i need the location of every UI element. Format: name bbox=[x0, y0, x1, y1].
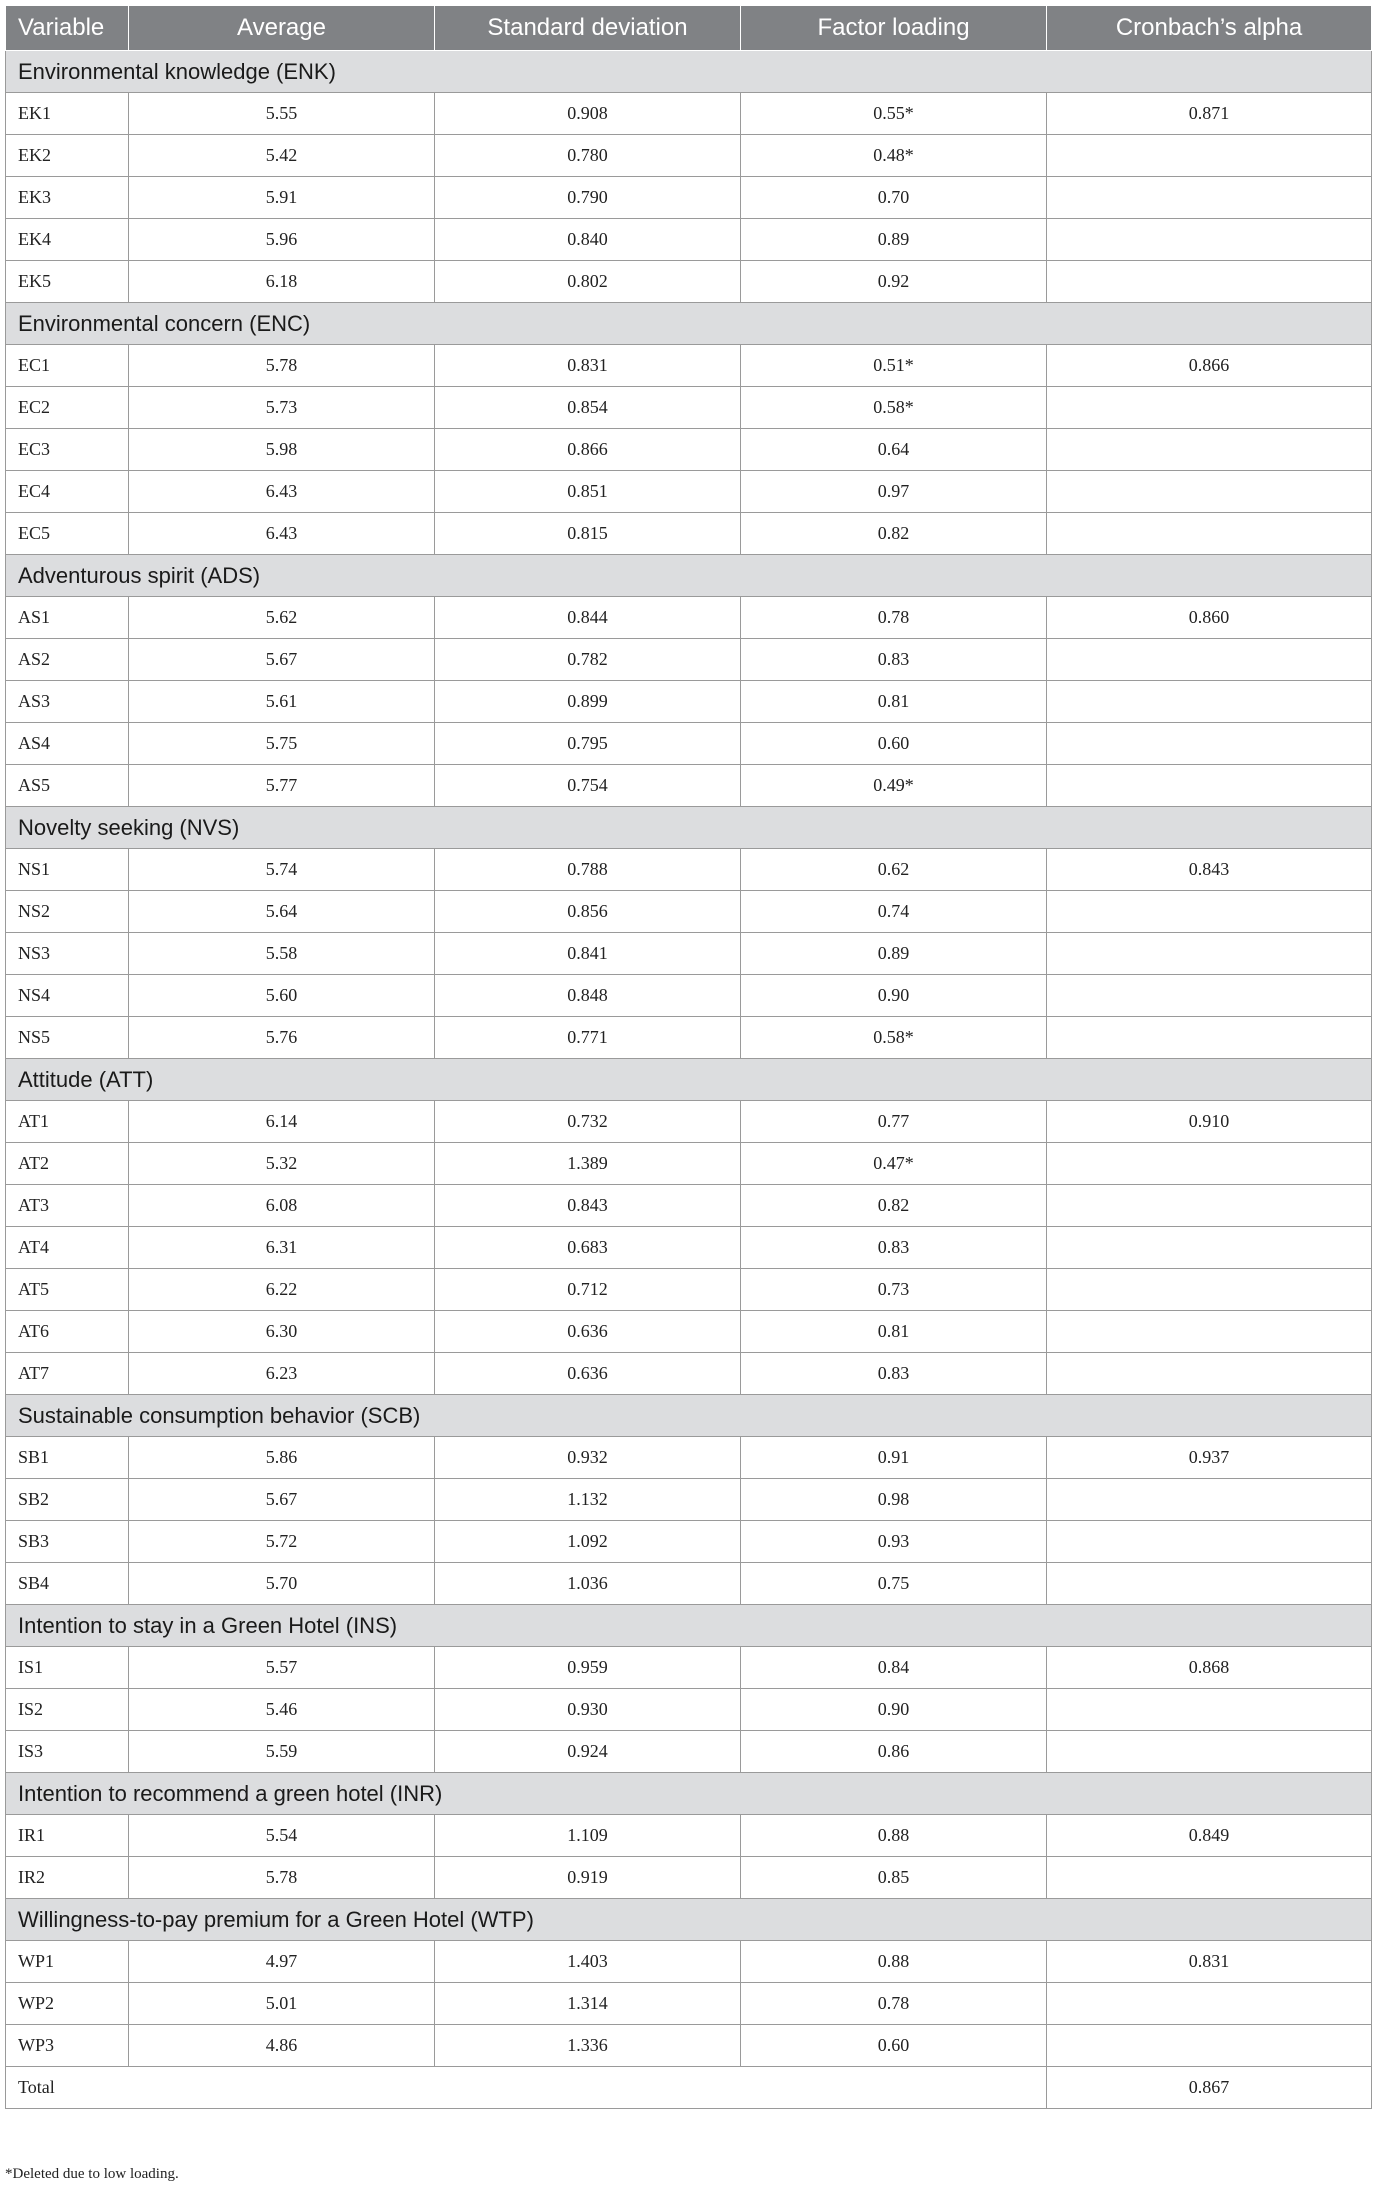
cell-standard-deviation: 0.831 bbox=[435, 345, 741, 387]
cell-factor-loading: 0.85 bbox=[741, 1857, 1047, 1899]
cell-standard-deviation: 0.636 bbox=[435, 1311, 741, 1353]
table-row bbox=[6, 1857, 1372, 1899]
table-row bbox=[6, 1689, 1372, 1731]
cell-cronbach-alpha bbox=[1047, 1143, 1372, 1185]
cell-standard-deviation: 0.848 bbox=[435, 975, 741, 1017]
cell-variable: SB3 bbox=[6, 1521, 129, 1563]
cell-average: 5.59 bbox=[129, 1731, 435, 1773]
table-row bbox=[6, 345, 1372, 387]
cell-average: 5.67 bbox=[129, 1479, 435, 1521]
cell-standard-deviation: 1.403 bbox=[435, 1941, 741, 1983]
cell-variable: AT1 bbox=[6, 1101, 129, 1143]
cell-variable: EK2 bbox=[6, 135, 129, 177]
cell-cronbach-alpha: 0.910 bbox=[1047, 1101, 1372, 1143]
footnote: *Deleted due to low loading. bbox=[5, 2166, 179, 2182]
cell-average: 6.30 bbox=[129, 1311, 435, 1353]
cell-factor-loading: 0.90 bbox=[741, 975, 1047, 1017]
cell-factor-loading: 0.47* bbox=[741, 1143, 1047, 1185]
cell-variable: EK1 bbox=[6, 93, 129, 135]
table-row bbox=[6, 1143, 1372, 1185]
cell-cronbach-alpha bbox=[1047, 681, 1372, 723]
cell-variable: WP1 bbox=[6, 1941, 129, 1983]
cell-factor-loading: 0.73 bbox=[741, 1269, 1047, 1311]
cell-variable: IS1 bbox=[6, 1647, 129, 1689]
group-header-row bbox=[6, 555, 1372, 597]
cell-variable: AS2 bbox=[6, 639, 129, 681]
group-header-row bbox=[6, 1059, 1372, 1101]
cell-standard-deviation: 0.782 bbox=[435, 639, 741, 681]
cell-standard-deviation: 0.959 bbox=[435, 1647, 741, 1689]
cell-average: 6.14 bbox=[129, 1101, 435, 1143]
cell-cronbach-alpha bbox=[1047, 1983, 1372, 2025]
cell-average: 5.86 bbox=[129, 1437, 435, 1479]
cell-average: 5.61 bbox=[129, 681, 435, 723]
table-body bbox=[6, 51, 1372, 2109]
cell-standard-deviation: 0.788 bbox=[435, 849, 741, 891]
cell-variable: AT5 bbox=[6, 1269, 129, 1311]
reliability-table-container bbox=[5, 5, 1371, 2109]
cell-factor-loading: 0.78 bbox=[741, 597, 1047, 639]
table-row bbox=[6, 1731, 1372, 1773]
table-row bbox=[6, 135, 1372, 177]
cell-standard-deviation: 1.109 bbox=[435, 1815, 741, 1857]
cell-standard-deviation: 0.840 bbox=[435, 219, 741, 261]
cell-cronbach-alpha bbox=[1047, 891, 1372, 933]
cell-variable: EC3 bbox=[6, 429, 129, 471]
table-row bbox=[6, 429, 1372, 471]
cell-average: 5.78 bbox=[129, 345, 435, 387]
cell-standard-deviation: 0.844 bbox=[435, 597, 741, 639]
cell-average: 6.43 bbox=[129, 513, 435, 555]
group-header-row bbox=[6, 1395, 1372, 1437]
cell-factor-loading: 0.60 bbox=[741, 723, 1047, 765]
table-row bbox=[6, 723, 1372, 765]
cell-variable: EC1 bbox=[6, 345, 129, 387]
cell-cronbach-alpha bbox=[1047, 429, 1372, 471]
table-row bbox=[6, 1563, 1372, 1605]
cell-cronbach-alpha bbox=[1047, 723, 1372, 765]
cell-factor-loading: 0.62 bbox=[741, 849, 1047, 891]
cell-cronbach-alpha: 0.843 bbox=[1047, 849, 1372, 891]
cell-standard-deviation: 1.132 bbox=[435, 1479, 741, 1521]
cell-factor-loading: 0.58* bbox=[741, 1017, 1047, 1059]
table-row bbox=[6, 681, 1372, 723]
table-row bbox=[6, 261, 1372, 303]
cell-factor-loading: 0.75 bbox=[741, 1563, 1047, 1605]
cell-factor-loading: 0.81 bbox=[741, 1311, 1047, 1353]
table-row bbox=[6, 933, 1372, 975]
cell-cronbach-alpha bbox=[1047, 639, 1372, 681]
cell-cronbach-alpha bbox=[1047, 1017, 1372, 1059]
cell-cronbach-alpha bbox=[1047, 471, 1372, 513]
cell-factor-loading: 0.58* bbox=[741, 387, 1047, 429]
cell-average: 5.76 bbox=[129, 1017, 435, 1059]
cell-average: 5.32 bbox=[129, 1143, 435, 1185]
cell-standard-deviation: 0.771 bbox=[435, 1017, 741, 1059]
group-title: Novelty seeking (NVS) bbox=[6, 807, 1372, 849]
cell-standard-deviation: 0.932 bbox=[435, 1437, 741, 1479]
header-row bbox=[6, 6, 1372, 51]
cell-variable: AS3 bbox=[6, 681, 129, 723]
cell-average: 5.77 bbox=[129, 765, 435, 807]
cell-standard-deviation: 1.389 bbox=[435, 1143, 741, 1185]
cell-variable: AS1 bbox=[6, 597, 129, 639]
cell-factor-loading: 0.92 bbox=[741, 261, 1047, 303]
cell-cronbach-alpha bbox=[1047, 1311, 1372, 1353]
table-row bbox=[6, 1521, 1372, 1563]
cell-standard-deviation: 0.843 bbox=[435, 1185, 741, 1227]
cell-cronbach-alpha bbox=[1047, 933, 1372, 975]
cell-average: 5.72 bbox=[129, 1521, 435, 1563]
cell-average: 5.96 bbox=[129, 219, 435, 261]
table-row bbox=[6, 2025, 1372, 2067]
total-row bbox=[6, 2067, 1372, 2109]
cell-variable: AT2 bbox=[6, 1143, 129, 1185]
table-row bbox=[6, 1227, 1372, 1269]
cell-cronbach-alpha bbox=[1047, 1731, 1372, 1773]
table-row bbox=[6, 1353, 1372, 1395]
table-row bbox=[6, 177, 1372, 219]
table-row bbox=[6, 1479, 1372, 1521]
cell-average: 5.60 bbox=[129, 975, 435, 1017]
table-row bbox=[6, 219, 1372, 261]
cell-average: 5.75 bbox=[129, 723, 435, 765]
cell-cronbach-alpha: 0.860 bbox=[1047, 597, 1372, 639]
cell-variable: NS1 bbox=[6, 849, 129, 891]
cell-cronbach-alpha bbox=[1047, 219, 1372, 261]
header-cronbach-alpha: Cronbach’s alpha bbox=[1047, 6, 1372, 51]
cell-average: 5.74 bbox=[129, 849, 435, 891]
cell-cronbach-alpha bbox=[1047, 1269, 1372, 1311]
cell-variable: SB2 bbox=[6, 1479, 129, 1521]
cell-standard-deviation: 0.754 bbox=[435, 765, 741, 807]
cell-average: 5.55 bbox=[129, 93, 435, 135]
cell-variable: AT3 bbox=[6, 1185, 129, 1227]
group-title: Willingness-to-pay premium for a Green Hotel (WTP) bbox=[6, 1899, 1372, 1941]
cell-average: 6.43 bbox=[129, 471, 435, 513]
cell-variable: WP3 bbox=[6, 2025, 129, 2067]
cell-average: 5.62 bbox=[129, 597, 435, 639]
cell-average: 5.57 bbox=[129, 1647, 435, 1689]
cell-standard-deviation: 0.930 bbox=[435, 1689, 741, 1731]
cell-variable: IS3 bbox=[6, 1731, 129, 1773]
group-header-row bbox=[6, 807, 1372, 849]
cell-cronbach-alpha: 0.866 bbox=[1047, 345, 1372, 387]
group-header-row bbox=[6, 303, 1372, 345]
cell-average: 5.73 bbox=[129, 387, 435, 429]
cell-standard-deviation: 0.908 bbox=[435, 93, 741, 135]
cell-average: 6.23 bbox=[129, 1353, 435, 1395]
cell-factor-loading: 0.97 bbox=[741, 471, 1047, 513]
cell-standard-deviation: 0.732 bbox=[435, 1101, 741, 1143]
cell-factor-loading: 0.74 bbox=[741, 891, 1047, 933]
cell-cronbach-alpha: 0.868 bbox=[1047, 1647, 1372, 1689]
table-row bbox=[6, 1311, 1372, 1353]
reliability-table bbox=[5, 5, 1372, 2109]
cell-cronbach-alpha: 0.871 bbox=[1047, 93, 1372, 135]
cell-cronbach-alpha bbox=[1047, 177, 1372, 219]
cell-factor-loading: 0.88 bbox=[741, 1941, 1047, 1983]
cell-factor-loading: 0.64 bbox=[741, 429, 1047, 471]
cell-factor-loading: 0.89 bbox=[741, 219, 1047, 261]
cell-average: 6.22 bbox=[129, 1269, 435, 1311]
cell-standard-deviation: 0.866 bbox=[435, 429, 741, 471]
cell-average: 4.97 bbox=[129, 1941, 435, 1983]
total-alpha: 0.867 bbox=[1047, 2067, 1372, 2109]
table-row bbox=[6, 1017, 1372, 1059]
cell-standard-deviation: 0.899 bbox=[435, 681, 741, 723]
cell-factor-loading: 0.81 bbox=[741, 681, 1047, 723]
cell-factor-loading: 0.93 bbox=[741, 1521, 1047, 1563]
cell-average: 5.01 bbox=[129, 1983, 435, 2025]
header-variable: Variable bbox=[6, 6, 129, 51]
cell-factor-loading: 0.78 bbox=[741, 1983, 1047, 2025]
cell-factor-loading: 0.83 bbox=[741, 1227, 1047, 1269]
cell-variable: NS3 bbox=[6, 933, 129, 975]
cell-factor-loading: 0.98 bbox=[741, 1479, 1047, 1521]
group-title: Sustainable consumption behavior (SCB) bbox=[6, 1395, 1372, 1437]
cell-average: 5.58 bbox=[129, 933, 435, 975]
cell-factor-loading: 0.89 bbox=[741, 933, 1047, 975]
group-title: Environmental knowledge (ENK) bbox=[6, 51, 1372, 93]
cell-cronbach-alpha bbox=[1047, 1185, 1372, 1227]
table-row bbox=[6, 765, 1372, 807]
table-row bbox=[6, 1101, 1372, 1143]
cell-standard-deviation: 0.815 bbox=[435, 513, 741, 555]
header-average: Average bbox=[129, 6, 435, 51]
cell-variable: EK4 bbox=[6, 219, 129, 261]
cell-factor-loading: 0.83 bbox=[741, 639, 1047, 681]
cell-cronbach-alpha bbox=[1047, 1857, 1372, 1899]
table-row bbox=[6, 1647, 1372, 1689]
cell-standard-deviation: 0.636 bbox=[435, 1353, 741, 1395]
cell-average: 6.08 bbox=[129, 1185, 435, 1227]
cell-standard-deviation: 1.036 bbox=[435, 1563, 741, 1605]
table-row bbox=[6, 1185, 1372, 1227]
cell-average: 5.98 bbox=[129, 429, 435, 471]
cell-variable: WP2 bbox=[6, 1983, 129, 2025]
cell-cronbach-alpha: 0.831 bbox=[1047, 1941, 1372, 1983]
cell-standard-deviation: 0.924 bbox=[435, 1731, 741, 1773]
cell-standard-deviation: 0.851 bbox=[435, 471, 741, 513]
cell-cronbach-alpha bbox=[1047, 1479, 1372, 1521]
cell-average: 6.31 bbox=[129, 1227, 435, 1269]
table-row bbox=[6, 639, 1372, 681]
cell-factor-loading: 0.51* bbox=[741, 345, 1047, 387]
group-title: Intention to stay in a Green Hotel (INS) bbox=[6, 1605, 1372, 1647]
cell-variable: NS5 bbox=[6, 1017, 129, 1059]
cell-cronbach-alpha bbox=[1047, 1227, 1372, 1269]
cell-average: 5.46 bbox=[129, 1689, 435, 1731]
cell-average: 4.86 bbox=[129, 2025, 435, 2067]
table-row bbox=[6, 1983, 1372, 2025]
cell-variable: AT6 bbox=[6, 1311, 129, 1353]
cell-factor-loading: 0.82 bbox=[741, 1185, 1047, 1227]
cell-cronbach-alpha bbox=[1047, 765, 1372, 807]
cell-average: 5.91 bbox=[129, 177, 435, 219]
cell-factor-loading: 0.88 bbox=[741, 1815, 1047, 1857]
cell-factor-loading: 0.60 bbox=[741, 2025, 1047, 2067]
cell-standard-deviation: 0.802 bbox=[435, 261, 741, 303]
group-title: Intention to recommend a green hotel (INR) bbox=[6, 1773, 1372, 1815]
cell-standard-deviation: 1.314 bbox=[435, 1983, 741, 2025]
table-row bbox=[6, 1269, 1372, 1311]
cell-standard-deviation: 0.712 bbox=[435, 1269, 741, 1311]
cell-standard-deviation: 0.854 bbox=[435, 387, 741, 429]
cell-average: 5.67 bbox=[129, 639, 435, 681]
cell-cronbach-alpha: 0.849 bbox=[1047, 1815, 1372, 1857]
cell-cronbach-alpha bbox=[1047, 387, 1372, 429]
cell-standard-deviation: 0.919 bbox=[435, 1857, 741, 1899]
cell-variable: EC5 bbox=[6, 513, 129, 555]
cell-variable: AT4 bbox=[6, 1227, 129, 1269]
group-header-row bbox=[6, 1773, 1372, 1815]
table-row bbox=[6, 975, 1372, 1017]
cell-factor-loading: 0.82 bbox=[741, 513, 1047, 555]
cell-factor-loading: 0.49* bbox=[741, 765, 1047, 807]
group-header-row bbox=[6, 1899, 1372, 1941]
cell-variable: EC4 bbox=[6, 471, 129, 513]
cell-variable: EC2 bbox=[6, 387, 129, 429]
cell-average: 5.70 bbox=[129, 1563, 435, 1605]
cell-factor-loading: 0.90 bbox=[741, 1689, 1047, 1731]
cell-standard-deviation: 0.780 bbox=[435, 135, 741, 177]
cell-cronbach-alpha bbox=[1047, 261, 1372, 303]
cell-cronbach-alpha bbox=[1047, 975, 1372, 1017]
cell-variable: AT7 bbox=[6, 1353, 129, 1395]
group-title: Attitude (ATT) bbox=[6, 1059, 1372, 1101]
cell-factor-loading: 0.83 bbox=[741, 1353, 1047, 1395]
table-row bbox=[6, 849, 1372, 891]
cell-standard-deviation: 1.336 bbox=[435, 2025, 741, 2067]
header-standard-deviation: Standard deviation bbox=[435, 6, 741, 51]
cell-variable: IR1 bbox=[6, 1815, 129, 1857]
cell-standard-deviation: 0.841 bbox=[435, 933, 741, 975]
table-row bbox=[6, 93, 1372, 135]
cell-factor-loading: 0.77 bbox=[741, 1101, 1047, 1143]
table-row bbox=[6, 891, 1372, 933]
cell-variable: SB4 bbox=[6, 1563, 129, 1605]
cell-cronbach-alpha bbox=[1047, 1563, 1372, 1605]
cell-average: 5.42 bbox=[129, 135, 435, 177]
table-row bbox=[6, 513, 1372, 555]
group-title: Adventurous spirit (ADS) bbox=[6, 555, 1372, 597]
cell-variable: EK3 bbox=[6, 177, 129, 219]
cell-variable: AS5 bbox=[6, 765, 129, 807]
table-row bbox=[6, 1941, 1372, 1983]
cell-factor-loading: 0.86 bbox=[741, 1731, 1047, 1773]
group-header-row bbox=[6, 51, 1372, 93]
cell-variable: AS4 bbox=[6, 723, 129, 765]
cell-variable: IS2 bbox=[6, 1689, 129, 1731]
table-row bbox=[6, 1815, 1372, 1857]
cell-variable: EK5 bbox=[6, 261, 129, 303]
cell-standard-deviation: 0.683 bbox=[435, 1227, 741, 1269]
cell-variable: IR2 bbox=[6, 1857, 129, 1899]
total-label: Total bbox=[6, 2067, 1047, 2109]
cell-standard-deviation: 0.790 bbox=[435, 177, 741, 219]
cell-average: 5.54 bbox=[129, 1815, 435, 1857]
cell-factor-loading: 0.70 bbox=[741, 177, 1047, 219]
cell-factor-loading: 0.48* bbox=[741, 135, 1047, 177]
cell-standard-deviation: 1.092 bbox=[435, 1521, 741, 1563]
group-title: Environmental concern (ENC) bbox=[6, 303, 1372, 345]
table-row bbox=[6, 1437, 1372, 1479]
cell-variable: NS2 bbox=[6, 891, 129, 933]
cell-cronbach-alpha bbox=[1047, 135, 1372, 177]
cell-average: 5.78 bbox=[129, 1857, 435, 1899]
group-header-row bbox=[6, 1605, 1372, 1647]
cell-average: 6.18 bbox=[129, 261, 435, 303]
cell-cronbach-alpha bbox=[1047, 513, 1372, 555]
cell-standard-deviation: 0.856 bbox=[435, 891, 741, 933]
cell-factor-loading: 0.91 bbox=[741, 1437, 1047, 1479]
cell-variable: SB1 bbox=[6, 1437, 129, 1479]
cell-cronbach-alpha bbox=[1047, 1689, 1372, 1731]
cell-standard-deviation: 0.795 bbox=[435, 723, 741, 765]
cell-average: 5.64 bbox=[129, 891, 435, 933]
table-row bbox=[6, 387, 1372, 429]
cell-factor-loading: 0.84 bbox=[741, 1647, 1047, 1689]
table-row bbox=[6, 471, 1372, 513]
cell-cronbach-alpha: 0.937 bbox=[1047, 1437, 1372, 1479]
header-factor-loading: Factor loading bbox=[741, 6, 1047, 51]
table-row bbox=[6, 597, 1372, 639]
cell-factor-loading: 0.55* bbox=[741, 93, 1047, 135]
cell-cronbach-alpha bbox=[1047, 1353, 1372, 1395]
cell-variable: NS4 bbox=[6, 975, 129, 1017]
cell-cronbach-alpha bbox=[1047, 2025, 1372, 2067]
cell-cronbach-alpha bbox=[1047, 1521, 1372, 1563]
